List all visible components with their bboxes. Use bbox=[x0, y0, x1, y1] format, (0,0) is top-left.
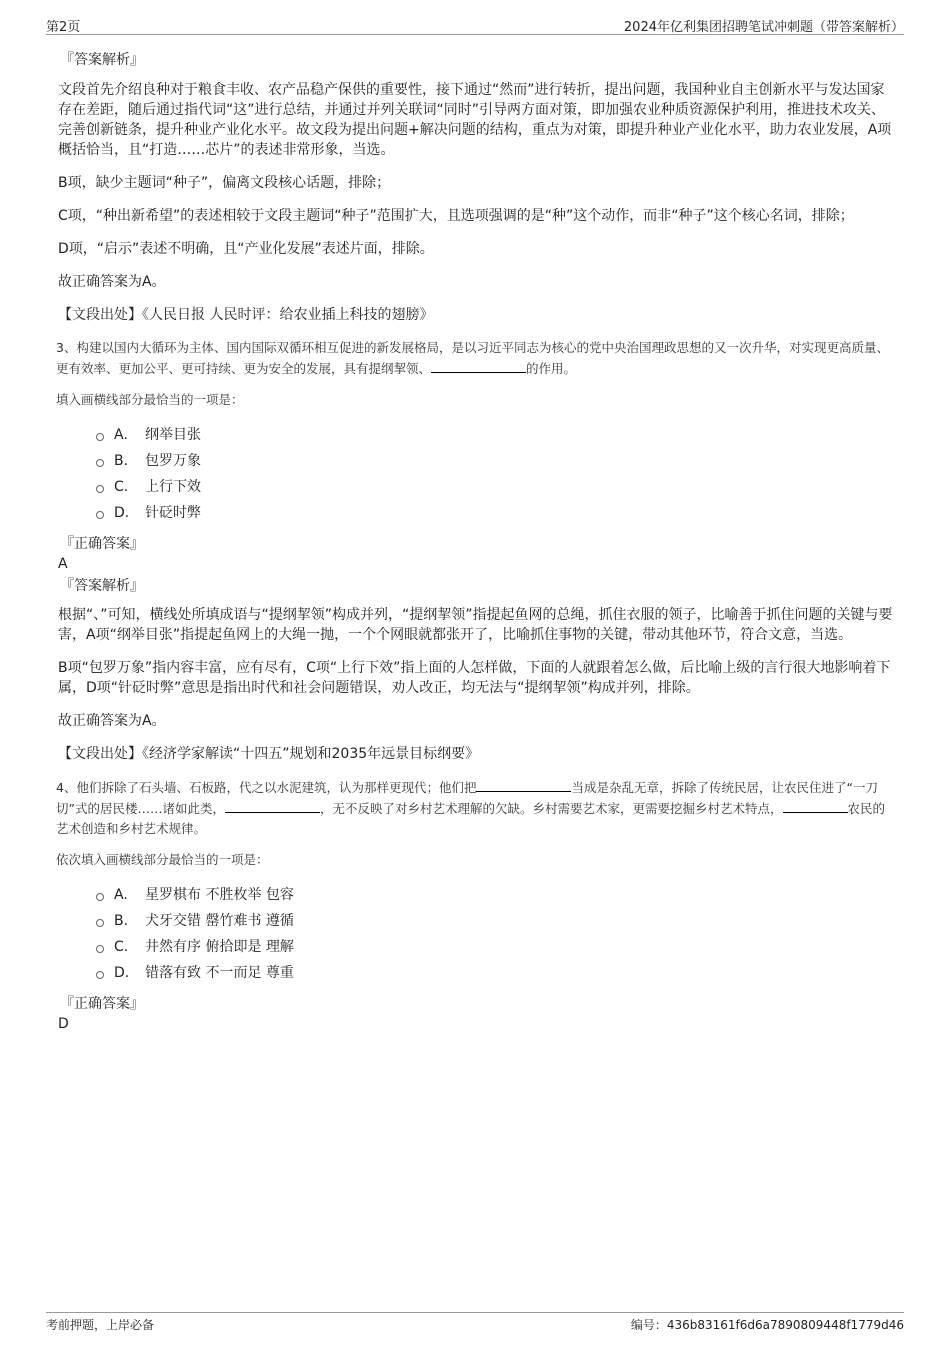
q4-answer: D bbox=[58, 1016, 69, 1032]
option-letter: B. bbox=[114, 453, 129, 469]
radio-icon[interactable] bbox=[96, 485, 104, 493]
q4-stem bbox=[56, 777, 896, 839]
option-letter: B. bbox=[114, 913, 129, 929]
option-letter: C. bbox=[114, 479, 129, 495]
radio-icon[interactable] bbox=[96, 433, 104, 441]
q4-option-c[interactable] bbox=[96, 934, 896, 960]
q3-answer-heading: 『正确答案』 bbox=[60, 536, 144, 552]
q3-analysis-heading: 『答案解析』 bbox=[60, 578, 144, 594]
option-text: 星罗棋布 不胜枚举 包容 bbox=[145, 887, 294, 903]
q4-option-a[interactable] bbox=[96, 882, 896, 908]
option-letter: D. bbox=[114, 505, 130, 521]
q3-analysis-paragraph: B项“包罗万象”指内容丰富，应有尽有，C项“上行下效”指上面的人怎样做，下面的人就跟着怎么做，后比喻上级的言行很大地影响着下属，D项“针砭时弊”意思是指出时代和社会问题错误，劝人改正，均无法与“提纲挈领”构成并列，排除。 bbox=[58, 660, 891, 696]
q2-analysis-paragraph: D项，“启示”表述不明确，且“产业化发展”表述片面，排除。 bbox=[58, 241, 434, 257]
q3-option-b[interactable] bbox=[96, 448, 896, 474]
radio-icon[interactable] bbox=[96, 971, 104, 979]
q3-options bbox=[96, 422, 896, 526]
q4-stem-text: 农民的艺术创造和乡村艺术规律。 bbox=[56, 801, 886, 836]
q2-analysis-paragraph: 文段首先介绍良种对于粮食丰收、农产品稳产保供的重要性，接下通过“然而”进行转折，提出问题，我国种业自主创新水平与发达国家存在差距，随后通过指代词“这”进行总结，并通过并列关联词“同时”引导两方面对策，即加强农业种质资源保护利用，推进技术攻关、完善创新链条，提升种业产业化水平。故文段为提出问题+解决问题的结构，重点为对策，即提升种业产业化水平，助力农业发展，A项概括恰当，且“打造……芯片”的表述非常形象，当选。 bbox=[58, 82, 892, 158]
page-footer bbox=[46, 1312, 904, 1337]
page-header bbox=[46, 14, 904, 35]
document-id: 编号：436b83161f6d6a7890809448f1779d46 bbox=[630, 1318, 904, 1332]
option-text: 井然有序 俯拾即是 理解 bbox=[145, 939, 294, 955]
page-number: 第2页 bbox=[46, 20, 81, 35]
q3-stem-text: 3、构建以国内大循环为主体、国内国际双循环相互促进的新发展格局，是以习近平同志为核心的党中央治国理政思想的又一次升华，对实现更高质量、更有效率、更加公平、更可持续、更为安全的发展，具有提纲挈领、 bbox=[56, 340, 889, 376]
q3-conclusion: 故正确答案为A。 bbox=[58, 713, 166, 729]
q3-option-a[interactable] bbox=[96, 422, 896, 448]
option-text: 犬牙交错 罄竹难书 遵循 bbox=[145, 913, 294, 929]
q3-instruction: 填入画横线部分最恰当的一项是： bbox=[56, 392, 244, 407]
q4-blank-1 bbox=[476, 777, 571, 792]
q4-blank-2 bbox=[225, 798, 320, 813]
q4-options bbox=[96, 882, 896, 986]
q3-option-d[interactable] bbox=[96, 500, 896, 526]
q2-analysis-paragraph: B项，缺少主题词“种子”，偏离文段核心话题，排除； bbox=[58, 175, 391, 191]
q3-blank bbox=[431, 358, 526, 373]
q4-blank-3 bbox=[783, 798, 848, 813]
q3-answer: A bbox=[58, 556, 68, 572]
document-title: 2024年亿利集团招聘笔试冲刺题（带答案解析） bbox=[623, 20, 904, 35]
q3-source: 【文段出处】《经济学家解读“十四五”规划和2035年远景目标纲要》 bbox=[58, 746, 480, 762]
q2-analysis-paragraph: C项，“种出新希望”的表述相较于文段主题词“种子”范围扩大，且选项强调的是“种”这个动作，而非“种子”这个核心名词，排除； bbox=[58, 208, 854, 224]
q4-stem-text: 当成是杂乱无章，拆除了传统民居，让农民住进了“一刀切”式的居民楼……诸如此类， bbox=[56, 780, 878, 816]
option-text: 错落有致 不一而足 尊重 bbox=[145, 965, 294, 981]
q3-analysis-paragraph: 根据“、”可知，横线处所填成语与“提纲挈领”构成并列，“提纲挈领”指提起鱼网的总绳，抓住衣服的领子，比喻善于抓住问题的关键与要害，A项“纲举目张”指提起鱼网上的大绳一抛，一个个网眼就都张开了，比喻抓住事物的关键，带动其他环节，符合文意，当选。 bbox=[58, 607, 893, 643]
radio-icon[interactable] bbox=[96, 893, 104, 901]
radio-icon[interactable] bbox=[96, 511, 104, 519]
q4-instruction: 依次填入画横线部分最恰当的一项是： bbox=[56, 852, 269, 867]
q4-answer-heading: 『正确答案』 bbox=[60, 996, 144, 1012]
radio-icon[interactable] bbox=[96, 459, 104, 467]
q2-conclusion: 故正确答案为A。 bbox=[58, 274, 166, 290]
q4-stem-text: ，无不反映了对乡村艺术理解的欠缺。乡村需要艺术家，更需要挖掘乡村艺术特点， bbox=[319, 801, 783, 816]
option-text: 针砭时弊 bbox=[145, 505, 201, 521]
q3-stem bbox=[56, 338, 896, 379]
option-text: 上行下效 bbox=[145, 479, 201, 495]
option-letter: D. bbox=[114, 965, 130, 981]
footer-slogan: 考前押题，上岸必备 bbox=[46, 1318, 155, 1332]
option-text: 纲举目张 bbox=[145, 427, 201, 443]
q2-analysis-heading: 『答案解析』 bbox=[60, 52, 144, 68]
q2-source: 【文段出处】《人民日报 人民时评：给农业插上科技的翅膀》 bbox=[58, 307, 434, 323]
q3-stem-text: 的作用。 bbox=[526, 361, 577, 376]
q3-option-c[interactable] bbox=[96, 474, 896, 500]
radio-icon[interactable] bbox=[96, 945, 104, 953]
option-letter: C. bbox=[114, 939, 129, 955]
radio-icon[interactable] bbox=[96, 919, 104, 927]
option-letter: A. bbox=[114, 427, 128, 443]
q4-stem-text: 4、他们拆除了石头墙、石板路，代之以水泥建筑，认为那样更现代；他们把 bbox=[56, 780, 477, 795]
q4-option-d[interactable] bbox=[96, 960, 896, 986]
option-text: 包罗万象 bbox=[145, 453, 201, 469]
option-letter: A. bbox=[114, 887, 128, 903]
page-content bbox=[56, 44, 896, 1036]
q4-option-b[interactable] bbox=[96, 908, 896, 934]
